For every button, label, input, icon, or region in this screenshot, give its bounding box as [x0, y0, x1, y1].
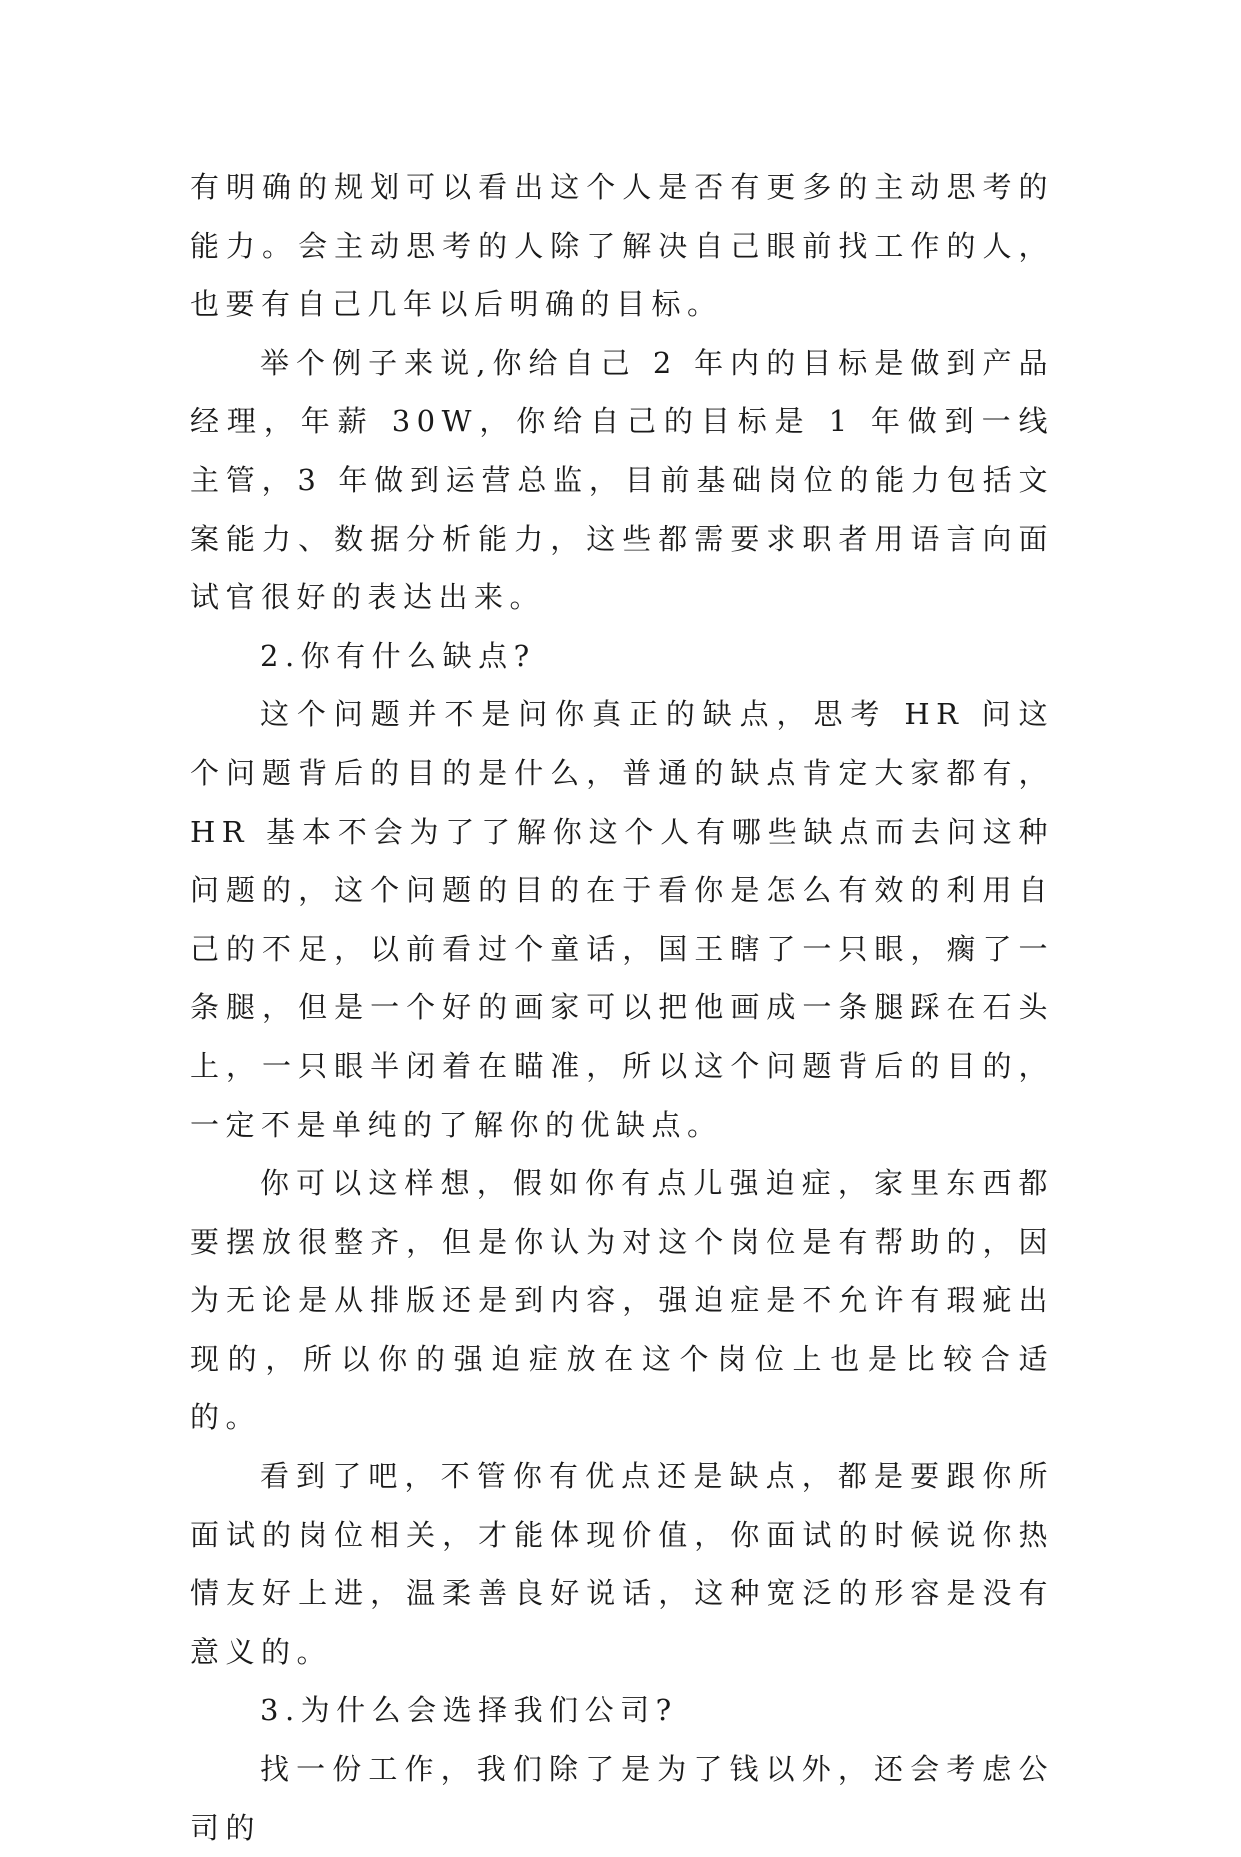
paragraph-ocd-example: 你可以这样想，假如你有点儿强迫症，家里东西都要摆放很整齐，但是你认为对这个岗位是有帮助的，因为无论是从排版还是到内容，强迫症是不允许有瑕疵出现的，所以你的强迫症放在这个岗位上也是比较合适的。 — [190, 1166, 1054, 1435]
paragraph-relevance: 看到了吧，不管你有优点还是缺点，都是要跟你所面试的岗位相关，才能体现价值，你面试的时候说你热情友好上进，温柔善良好说话，这种宽泛的形容是没有意义的。 — [190, 1459, 1054, 1669]
paragraph-weakness-purpose: 这个问题并不是问你真正的缺点，思考 HR 问这个问题背后的目的是什么，普通的缺点肯定大家都有，HR 基本不会为了了解你这个人有哪些缺点而去问这种问题的，这个问题的目的在于看你是怎么有效的利用自己的不足，以前看过个童话，国王瞎了一只眼，瘸了一条腿，但是一个好的画家可以把他画成一条腿踩在石头上，一只眼半闭着在瞄准，所以这个问题背后的目的，一定不是单纯的了解你的优缺点。 — [190, 697, 1054, 1142]
paragraph-example-goals: 举个例子来说,你给自己 2 年内的目标是做到产品经理，年薪 30W，你给自己的目标是 1 年做到一线主管，3 年做到运营总监，目前基础岗位的能力包括文案能力、数据分析能力，这些都需要求职者用语言向面试官很好的表达出来。 — [190, 345, 1054, 615]
document-body — [190, 158, 1054, 1857]
question-heading-weaknesses: 2.你有什么缺点? — [260, 638, 536, 673]
paragraph-planning-continuation: 有明确的规划可以看出这个人是否有更多的主动思考的能力。会主动思考的人除了解决自己眼前找工作的人，也要有自己几年以后明确的目标。 — [190, 170, 1054, 322]
question-heading-why-company: 3.为什么会选择我们公司? — [260, 1693, 678, 1728]
paragraph-job-considerations: 找一份工作，我们除了是为了钱以外，还会考虑公司的 — [190, 1752, 1054, 1845]
